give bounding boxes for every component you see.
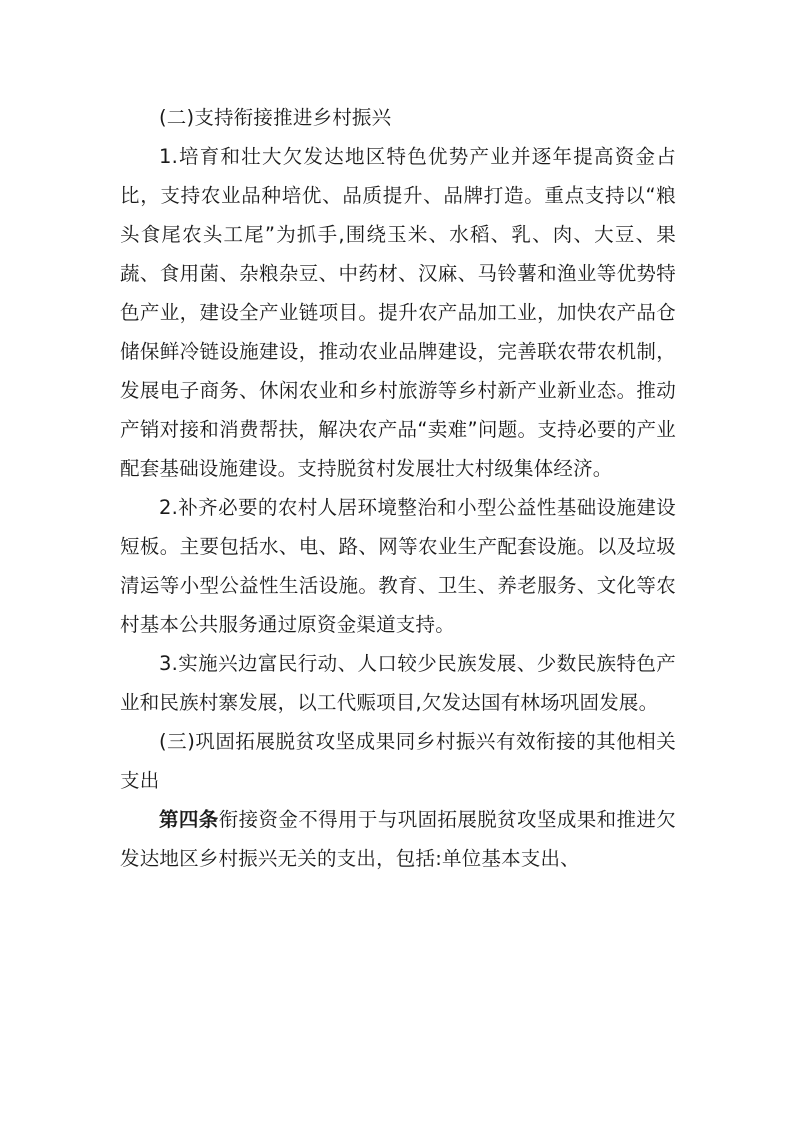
article-four-body: 衔接资金不得用于与巩固拓展脱贫攻坚成果和推进欠发达地区乡村振兴无关的支出，包括:单位基本支出、 [120,808,676,870]
item-2-paragraph: 2.补齐必要的农村人居环境整治和小型公益性基础设施建设短板。主要包括水、电、路、网等农业生产配套设施。以及垃圾清运等小型公益性生活设施。教育、卫生、养老服务、文化等农村基本公共服务通过原资金渠道支持。 [120,496,676,636]
section-two-heading: (二)支持衔接推进乡村振兴 [159,106,392,129]
section-three-heading: (三)巩固拓展脱贫攻坚成果同乡村振兴有效衔接的其他相关支出 [120,730,676,792]
article-four-title: 第四条 [159,808,219,831]
article-four-paragraph [120,800,676,878]
document-body [120,98,676,878]
item-1-paragraph: 1.培育和壮大欠发达地区特色优势产业并逐年提高资金占比，支持农业品种培优、品质提升、品牌打造。重点支持以“粮头食尾农头工尾”为抓手,围绕玉米、水稻、乳、肉、大豆、果蔬、食用菌、杂粮杂豆、中药材、汉麻、马铃薯和渔业等优势特色产业，建设全产业链项目。提升农产品加工业，加快农产品仓储保鲜冷链设施建设，推动农业品牌建设，完善联农带农机制，发展电子商务、休闲农业和乡村旅游等乡村新产业新业态。推动产销对接和消费帮扶，解决农产品“卖难”问题。支持必要的产业配套基础设施建设。支持脱贫村发展壮大村级集体经济。 [120,145,676,480]
item-3-paragraph: 3.实施兴边富民行动、人口较少民族发展、少数民族特色产业和民族村寨发展，以工代赈项目,欠发达国有林场巩固发展。 [120,652,676,714]
